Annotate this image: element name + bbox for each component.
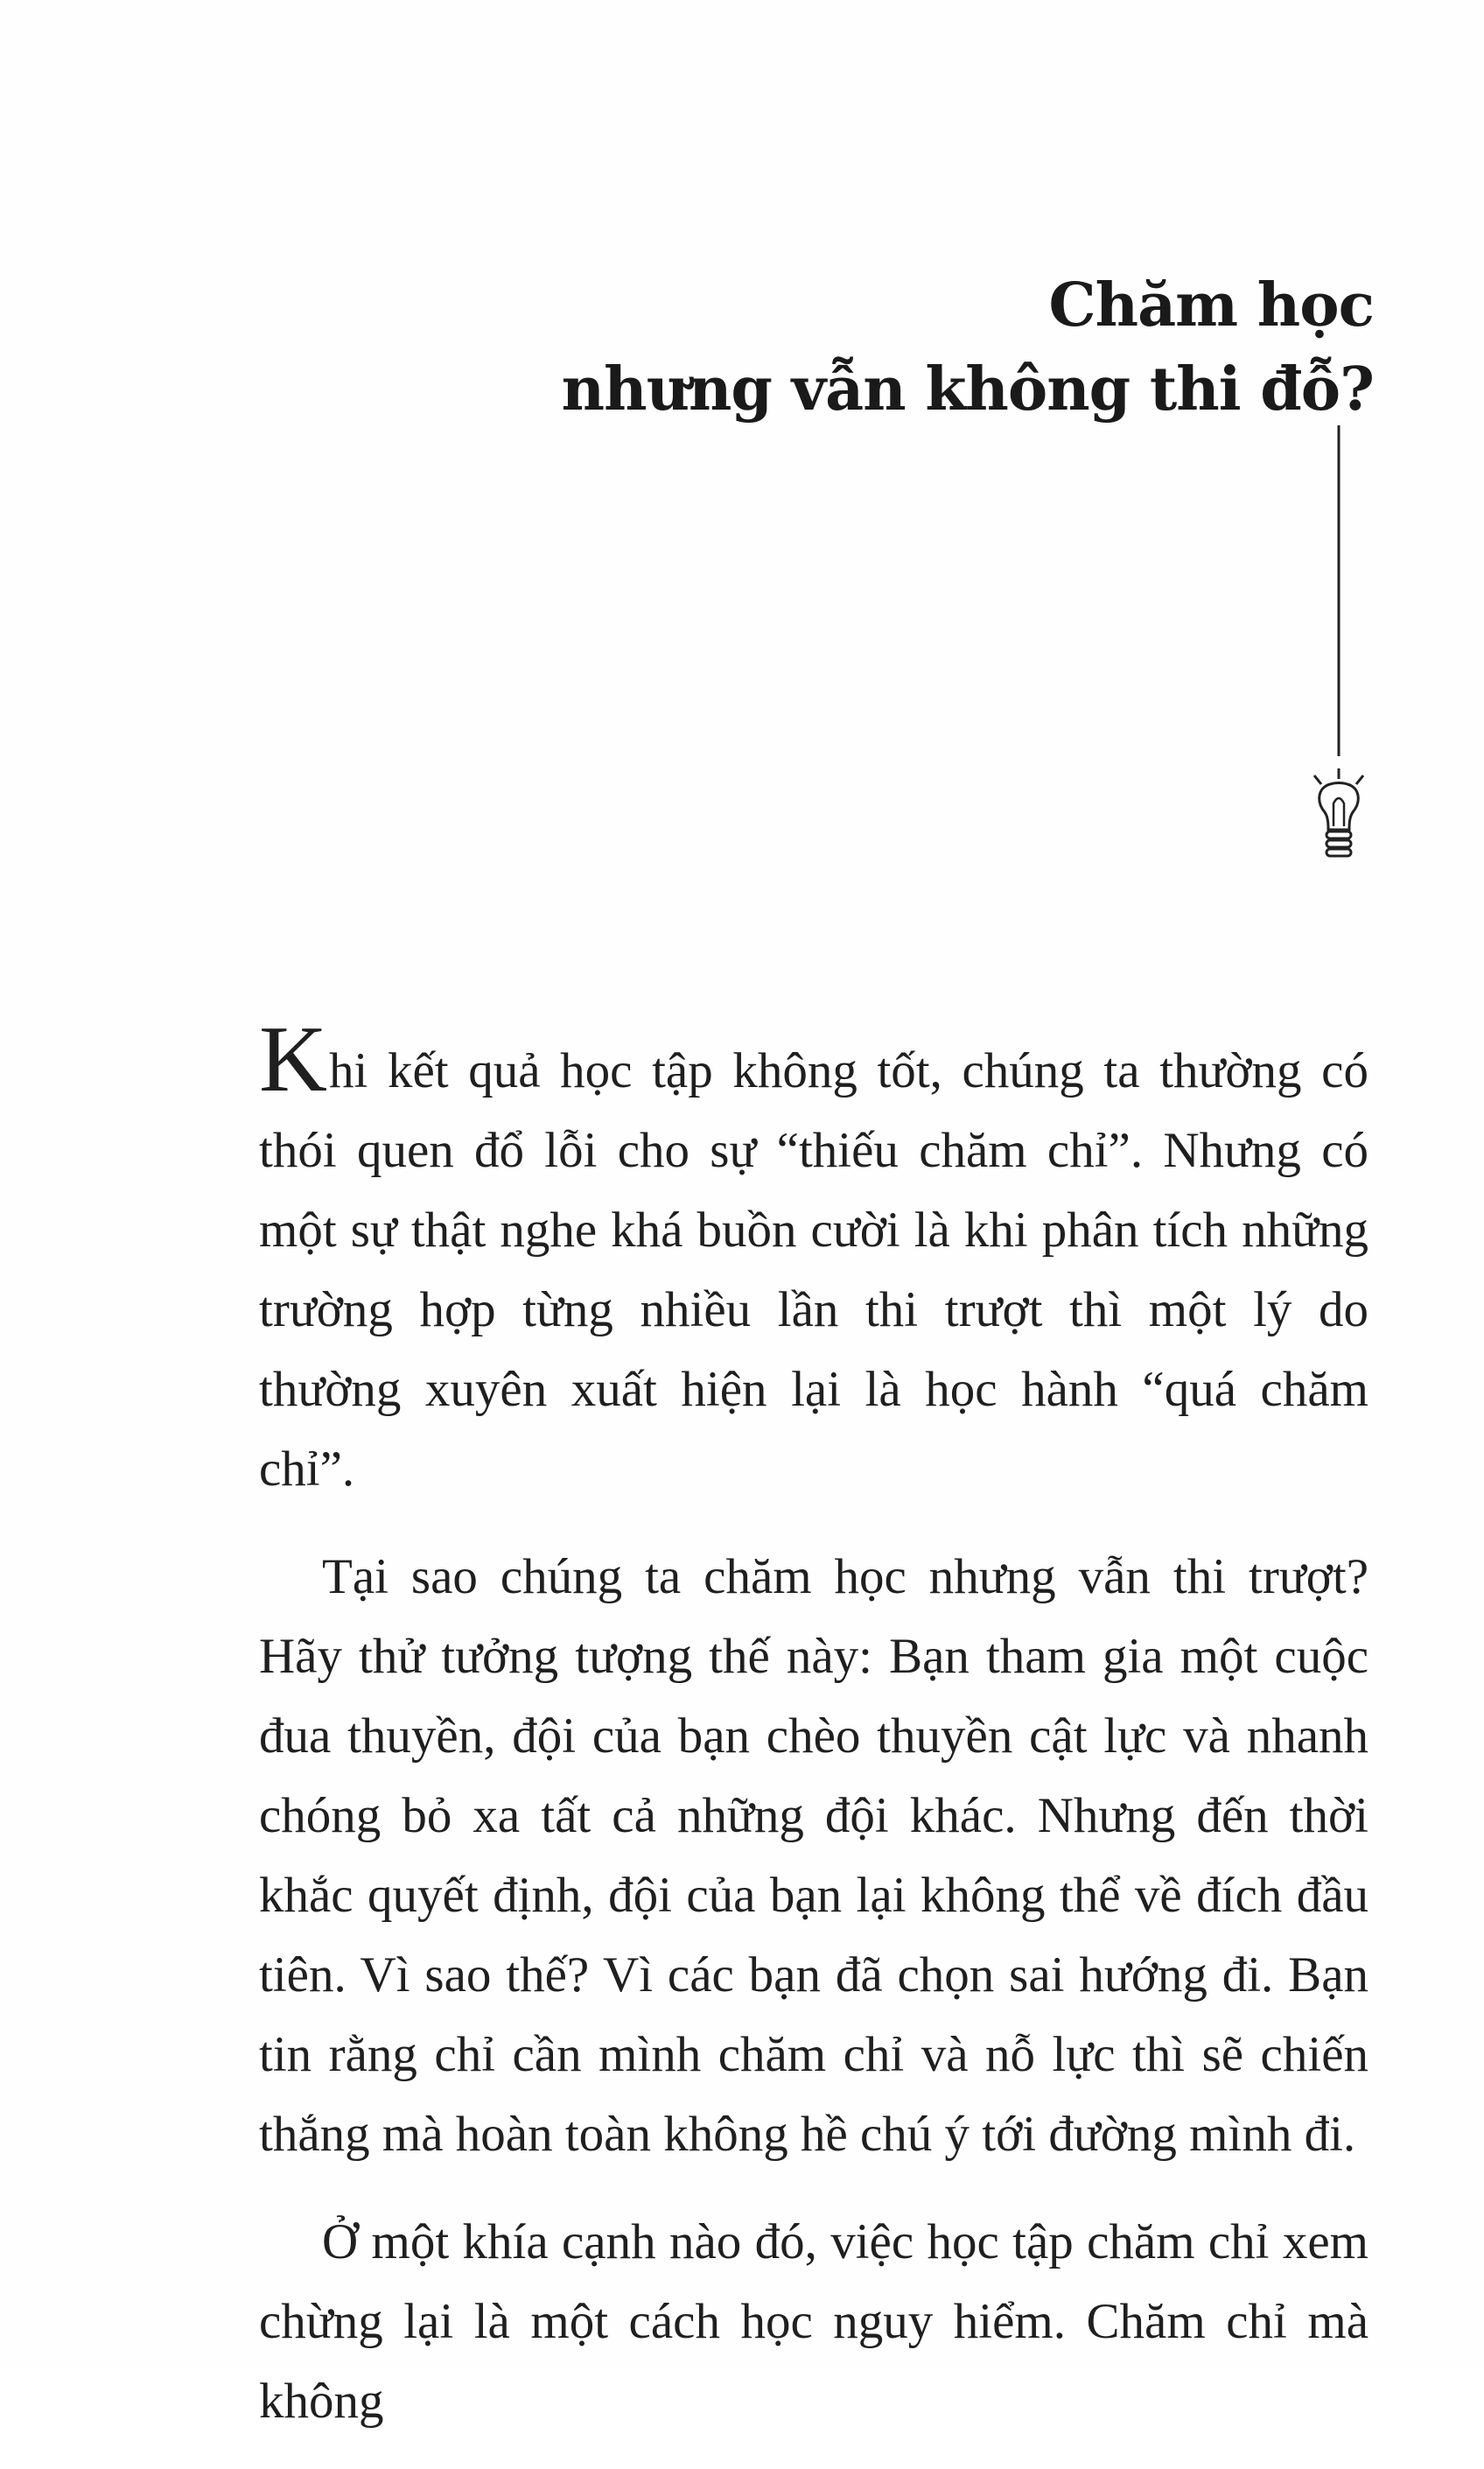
chapter-body — [259, 1007, 1368, 2469]
paragraph-1-text: hi kết quả học tập không tốt, chúng ta thường có thói quen đổ lỗi cho sự “thiếu chăm chỉ”. Nhưng có một sự thật nghe khá buồn cười là khi phân tích những trường hợp từng nhiều lần thi trượt thì một lý do thường xuyên xuất hiện lại là học hành “quá chăm chỉ”. — [259, 1043, 1368, 1497]
chapter-title — [562, 263, 1374, 431]
paragraph-2: Tại sao chúng ta chăm học nhưng vẫn thi trượt? Hãy thử tưởng tượng thế này: Bạn tham gia một cuộc đua thuyền, đội của bạn chèo thuyền cật lực và nhanh chóng bỏ xa tất cả những đội khác. Nhưng đến thời khắc quyết định, đội của bạn lại không thể về đích đầu tiên. Vì sao thế? Vì các bạn đã chọn sai hướng đi. Bạn tin rằng chỉ cần mình chăm chỉ và nỗ lực thì sẽ chiến thắng mà hoàn toàn không hề chú ý tới đường mình đi. — [259, 1549, 1368, 2162]
chapter-title-line-2: nhưng vẫn không thi đỗ? — [561, 354, 1374, 424]
lightbulb-icon — [1304, 425, 1374, 915]
chapter-title-line-1: Chăm học — [1048, 270, 1374, 340]
paragraph-1 — [259, 1007, 1368, 1509]
drop-cap: K — [259, 1007, 327, 1112]
paragraph-3: Ở một khía cạnh nào đó, việc học tập chăm chỉ xem chừng lại là một cách học nguy hiểm. Chăm chỉ mà không — [259, 2214, 1368, 2429]
